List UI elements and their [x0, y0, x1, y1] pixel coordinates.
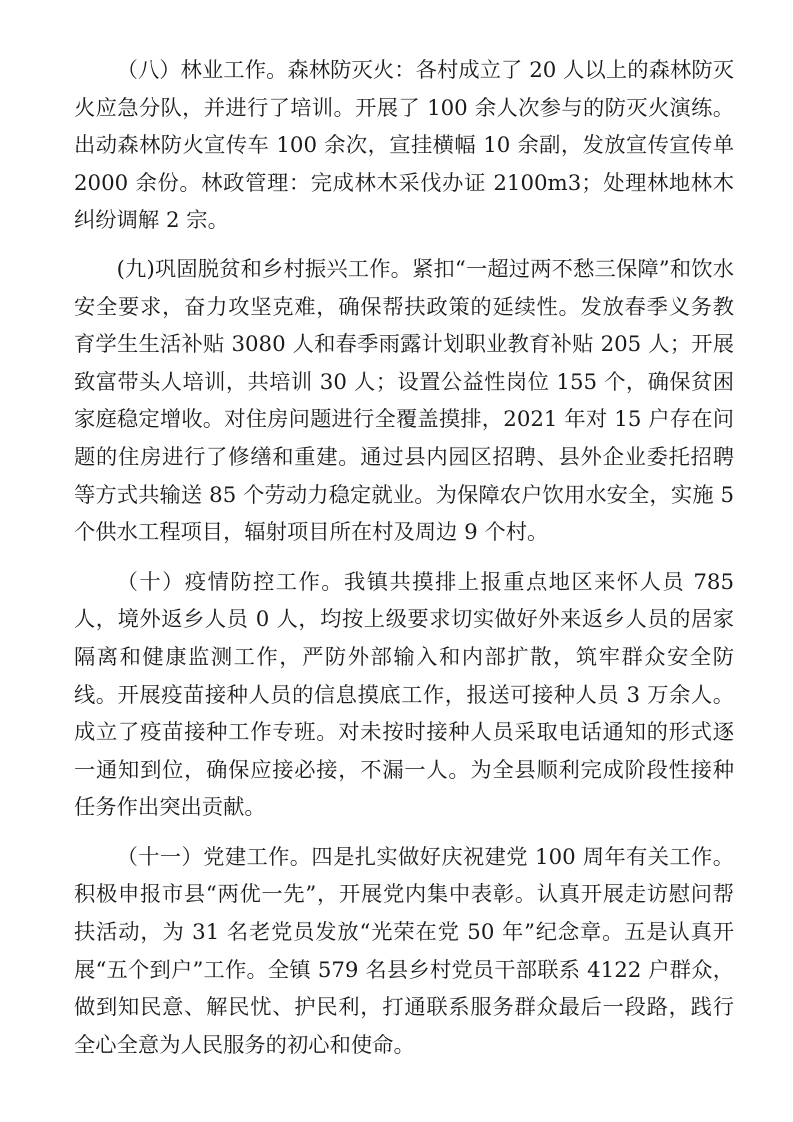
document-page — [74, 52, 734, 1064]
paragraph-forestry: （八）林业工作。森林防灭火：各村成立了 20 人以上的森林防灭火应急分队，并进行了培训。开展了 100 余人次参与的防灭火演练。出动森林防火宣传车 100 余次，宣挂横幅 10 余副，发放宣传宣传单 2000 余份。林政管理：完成林木采伐办证 2100m3；处理林地林木纠纷调解 2 宗。 — [74, 58, 734, 234]
paragraph-epidemic-control: （十）疫情防控工作。我镇共摸排上报重点地区来怀人员 785 人，境外返乡人员 0 人，均按上级要求切实做好外来返乡人员的居家隔离和健康监测工作，严防外部输入和内部扩散，筑牢群众安全防线。开展疫苗接种人员的信息摸底工作，报送可接种人员 3 万余人。成立了疫苗接种工作专班。对未按时接种人员采取电话通知的形式逐一通知到位，确保应接必接，不漏一人。为全县顺利完成阶段性接种任务作出突出贡献。 — [74, 569, 734, 821]
paragraph-party-building: （十一）党建工作。四是扎实做好庆祝建党 100 周年有关工作。积极申报市县“两优一先”，开展党内集中表彰。认真开展走访慰问帮扶活动，为 31 名老党员发放“光荣在党 50 年”纪念章。五是认真开展“五个到户”工作。全镇 579 名县乡村党员干部联系 4122 户群众，做到知民意、解民忧、护民利，打通联系服务群众最后一段路，践行全心全意为人民服务的初心和使命。 — [74, 844, 734, 1058]
paragraph-rural-revitalization: (九)巩固脱贫和乡村振兴工作。紧扣“一超过两不愁三保障”和饮水安全要求，奋力攻坚克难，确保帮扶政策的延续性。发放春季义务教育学生生活补贴 3080 人和春季雨露计划职业教育补贴 205 人；开展致富带头人培训，共培训 30 人；设置公益性岗位 155 个，确保贫困家庭稳定增收。对住房问题进行全覆盖摸排，2021 年对 15 户存在问题的住房进行了修缮和重建。通过县内园区招聘、县外企业委托招聘等方式共输送 85 个劳动力稳定就业。为保障农户饮用水安全，实施 5 个供水工程项目，辐射项目所在村及周边 9 个村。 — [74, 256, 734, 546]
